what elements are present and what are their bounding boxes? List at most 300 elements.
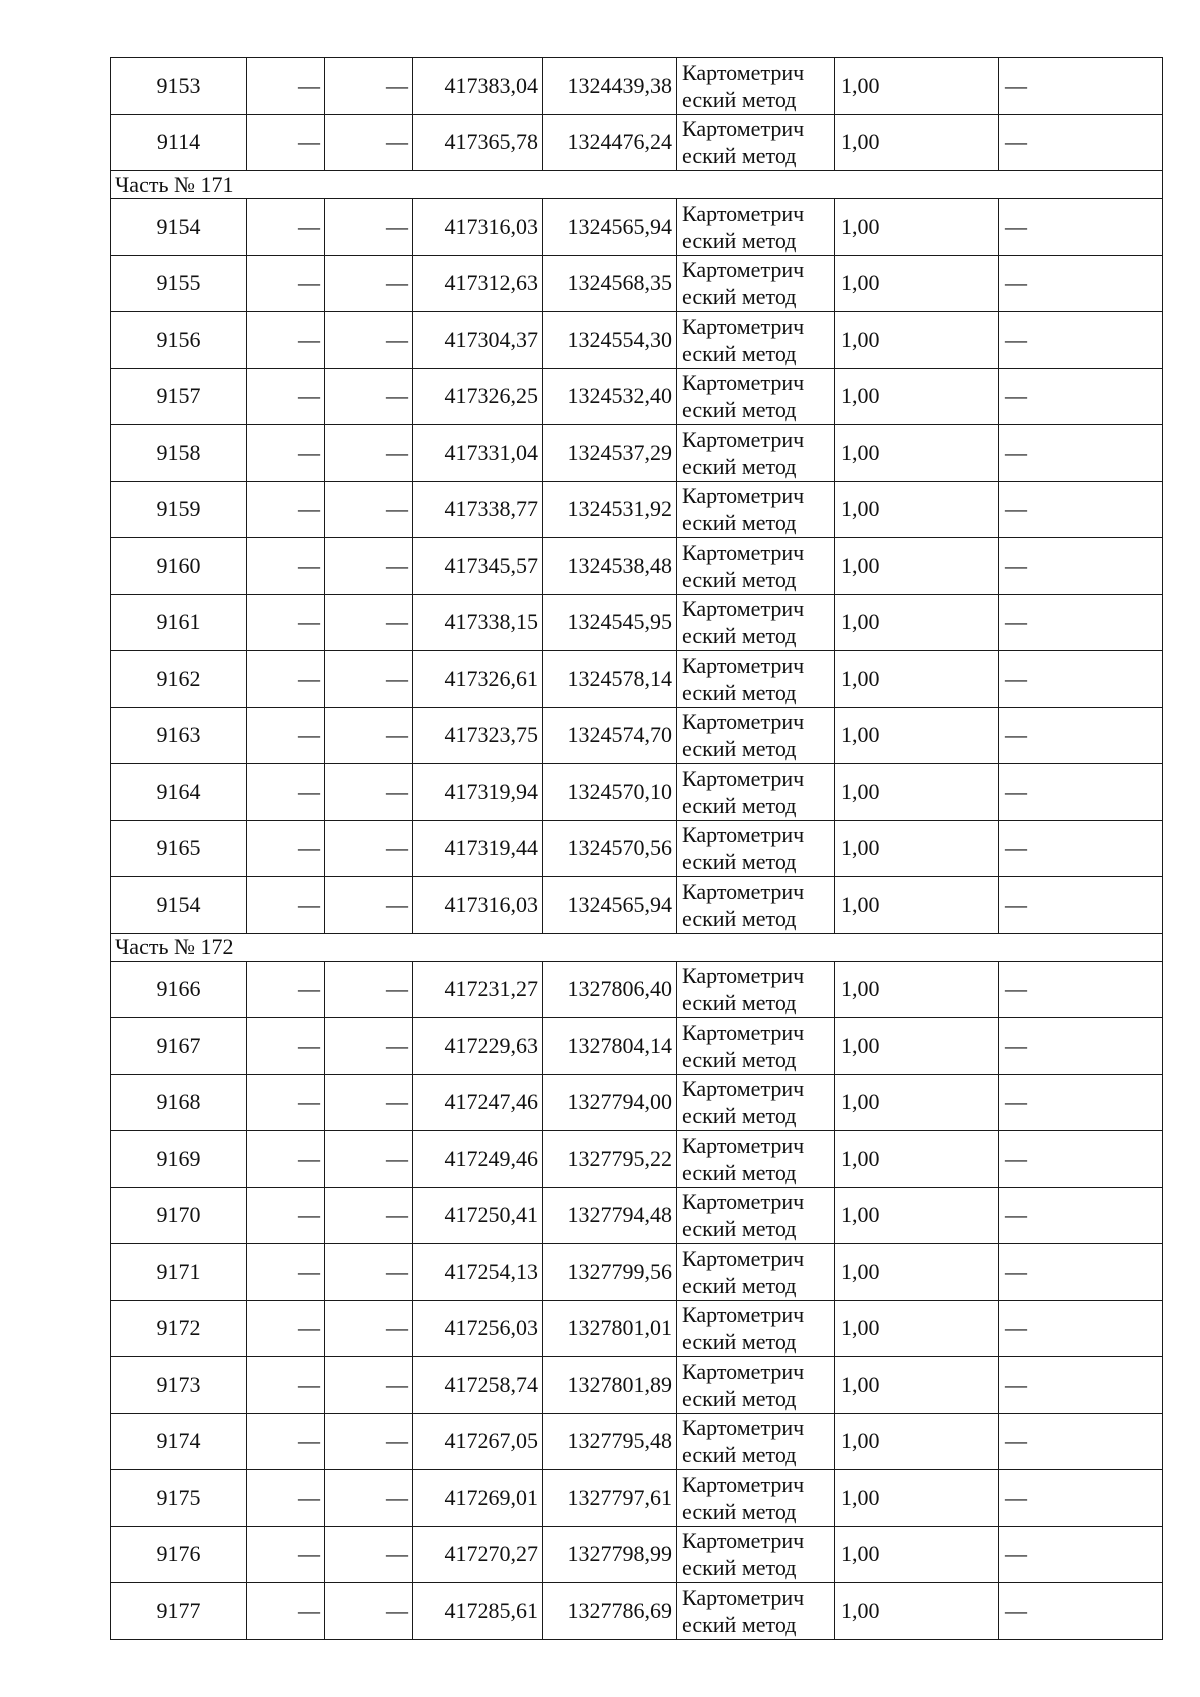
method-line: Картометрич bbox=[682, 1584, 805, 1610]
table-row bbox=[111, 1357, 1163, 1414]
old-x-cell: — bbox=[247, 538, 325, 595]
table-row bbox=[111, 707, 1163, 764]
x-coordinate-cell: 417269,01 bbox=[413, 1470, 543, 1527]
table-row bbox=[111, 1526, 1163, 1583]
accuracy-cell: 1,00 bbox=[835, 481, 999, 538]
old-y-cell: — bbox=[325, 58, 413, 115]
section-header-row bbox=[111, 171, 1163, 199]
description-cell: — bbox=[999, 114, 1163, 171]
y-coordinate-cell: 1324574,70 bbox=[543, 707, 677, 764]
method-line: Картометрич bbox=[682, 963, 805, 989]
table-row bbox=[111, 1187, 1163, 1244]
point-number-cell: 9176 bbox=[111, 1526, 247, 1583]
description-cell: — bbox=[999, 481, 1163, 538]
old-x-cell: — bbox=[247, 1018, 325, 1075]
description-cell: — bbox=[999, 651, 1163, 708]
y-coordinate-cell: 1327801,89 bbox=[543, 1357, 677, 1414]
description-cell: — bbox=[999, 707, 1163, 764]
y-coordinate-cell: 1324570,56 bbox=[543, 820, 677, 877]
old-x-cell: — bbox=[247, 199, 325, 256]
point-number-cell: 9158 bbox=[111, 425, 247, 482]
x-coordinate-cell: 417258,74 bbox=[413, 1357, 543, 1414]
old-y-cell: — bbox=[325, 877, 413, 934]
table-row bbox=[111, 368, 1163, 425]
accuracy-cell: 1,00 bbox=[835, 425, 999, 482]
y-coordinate-cell: 1327799,56 bbox=[543, 1244, 677, 1301]
x-coordinate-cell: 417270,27 bbox=[413, 1526, 543, 1583]
method-line: Картометрич bbox=[682, 1189, 805, 1215]
x-coordinate-cell: 417316,03 bbox=[413, 877, 543, 934]
table-row bbox=[111, 58, 1163, 115]
point-number-cell: 9154 bbox=[111, 199, 247, 256]
method-cell bbox=[677, 651, 835, 708]
y-coordinate-cell: 1324565,94 bbox=[543, 877, 677, 934]
method-cell bbox=[677, 114, 835, 171]
method-line: еский метод bbox=[682, 397, 797, 423]
table-row bbox=[111, 481, 1163, 538]
description-cell: — bbox=[999, 255, 1163, 312]
old-y-cell: — bbox=[325, 538, 413, 595]
point-number-cell: 9160 bbox=[111, 538, 247, 595]
section-title: Часть № 171 bbox=[111, 171, 1163, 199]
method-line: еский метод bbox=[682, 1216, 797, 1242]
table-row bbox=[111, 1300, 1163, 1357]
method-line: еский метод bbox=[682, 86, 797, 112]
method-cell bbox=[677, 707, 835, 764]
description-cell: — bbox=[999, 58, 1163, 115]
x-coordinate-cell: 417249,46 bbox=[413, 1131, 543, 1188]
point-number-cell: 9163 bbox=[111, 707, 247, 764]
point-number-cell: 9165 bbox=[111, 820, 247, 877]
description-cell: — bbox=[999, 820, 1163, 877]
x-coordinate-cell: 417256,03 bbox=[413, 1300, 543, 1357]
method-line: еский метод bbox=[682, 1555, 797, 1581]
method-line: Картометрич bbox=[682, 539, 805, 565]
old-y-cell: — bbox=[325, 425, 413, 482]
point-number-cell: 9168 bbox=[111, 1074, 247, 1131]
x-coordinate-cell: 417229,63 bbox=[413, 1018, 543, 1075]
old-y-cell: — bbox=[325, 114, 413, 171]
method-line: Картометрич bbox=[682, 116, 805, 142]
x-coordinate-cell: 417267,05 bbox=[413, 1413, 543, 1470]
coordinates-table bbox=[110, 57, 1163, 1640]
y-coordinate-cell: 1324538,48 bbox=[543, 538, 677, 595]
table-row bbox=[111, 255, 1163, 312]
method-line: Картометрич bbox=[682, 59, 805, 85]
method-cell bbox=[677, 255, 835, 312]
table-row bbox=[111, 1131, 1163, 1188]
point-number-cell: 9157 bbox=[111, 368, 247, 425]
table-row bbox=[111, 114, 1163, 171]
method-cell bbox=[677, 1187, 835, 1244]
method-line: еский метод bbox=[682, 284, 797, 310]
method-line: Картометрич bbox=[682, 370, 805, 396]
description-cell: — bbox=[999, 877, 1163, 934]
method-line: еский метод bbox=[682, 1272, 797, 1298]
accuracy-cell: 1,00 bbox=[835, 538, 999, 595]
x-coordinate-cell: 417326,61 bbox=[413, 651, 543, 708]
old-y-cell: — bbox=[325, 368, 413, 425]
description-cell: — bbox=[999, 594, 1163, 651]
description-cell: — bbox=[999, 1131, 1163, 1188]
old-x-cell: — bbox=[247, 312, 325, 369]
table-row bbox=[111, 961, 1163, 1018]
old-y-cell: — bbox=[325, 1357, 413, 1414]
accuracy-cell: 1,00 bbox=[835, 1470, 999, 1527]
method-line: Картометрич bbox=[682, 1528, 805, 1554]
method-line: Картометрич bbox=[682, 652, 805, 678]
description-cell: — bbox=[999, 312, 1163, 369]
method-cell bbox=[677, 1470, 835, 1527]
old-y-cell: — bbox=[325, 961, 413, 1018]
x-coordinate-cell: 417250,41 bbox=[413, 1187, 543, 1244]
old-y-cell: — bbox=[325, 764, 413, 821]
method-cell bbox=[677, 312, 835, 369]
old-x-cell: — bbox=[247, 1244, 325, 1301]
description-cell: — bbox=[999, 1413, 1163, 1470]
old-y-cell: — bbox=[325, 312, 413, 369]
accuracy-cell: 1,00 bbox=[835, 199, 999, 256]
method-cell bbox=[677, 58, 835, 115]
method-line: еский метод bbox=[682, 340, 797, 366]
point-number-cell: 9153 bbox=[111, 58, 247, 115]
table-row bbox=[111, 1470, 1163, 1527]
table-row bbox=[111, 199, 1163, 256]
old-y-cell: — bbox=[325, 594, 413, 651]
method-line: еский метод bbox=[682, 1159, 797, 1185]
x-coordinate-cell: 417326,25 bbox=[413, 368, 543, 425]
accuracy-cell: 1,00 bbox=[835, 255, 999, 312]
old-x-cell: — bbox=[247, 1357, 325, 1414]
point-number-cell: 9172 bbox=[111, 1300, 247, 1357]
accuracy-cell: 1,00 bbox=[835, 1074, 999, 1131]
point-number-cell: 9154 bbox=[111, 877, 247, 934]
point-number-cell: 9173 bbox=[111, 1357, 247, 1414]
y-coordinate-cell: 1327794,00 bbox=[543, 1074, 677, 1131]
x-coordinate-cell: 417365,78 bbox=[413, 114, 543, 171]
x-coordinate-cell: 417338,15 bbox=[413, 594, 543, 651]
point-number-cell: 9174 bbox=[111, 1413, 247, 1470]
method-cell bbox=[677, 877, 835, 934]
accuracy-cell: 1,00 bbox=[835, 961, 999, 1018]
table-body bbox=[111, 58, 1163, 1640]
description-cell: — bbox=[999, 764, 1163, 821]
method-line: Картометрич bbox=[682, 483, 805, 509]
method-line: Картометрич bbox=[682, 1132, 805, 1158]
method-line: еский метод bbox=[682, 1329, 797, 1355]
old-y-cell: — bbox=[325, 1413, 413, 1470]
accuracy-cell: 1,00 bbox=[835, 1131, 999, 1188]
old-y-cell: — bbox=[325, 199, 413, 256]
point-number-cell: 9155 bbox=[111, 255, 247, 312]
method-line: Картометрич bbox=[682, 200, 805, 226]
old-y-cell: — bbox=[325, 1244, 413, 1301]
method-line: Картометрич bbox=[682, 426, 805, 452]
table-row bbox=[111, 1244, 1163, 1301]
method-line: Картометрич bbox=[682, 1471, 805, 1497]
description-cell: — bbox=[999, 1357, 1163, 1414]
x-coordinate-cell: 417312,63 bbox=[413, 255, 543, 312]
method-line: еский метод bbox=[682, 453, 797, 479]
old-x-cell: — bbox=[247, 707, 325, 764]
old-x-cell: — bbox=[247, 651, 325, 708]
description-cell: — bbox=[999, 425, 1163, 482]
accuracy-cell: 1,00 bbox=[835, 707, 999, 764]
point-number-cell: 9156 bbox=[111, 312, 247, 369]
description-cell: — bbox=[999, 1583, 1163, 1640]
old-x-cell: — bbox=[247, 58, 325, 115]
method-line: еский метод bbox=[682, 1046, 797, 1072]
old-x-cell: — bbox=[247, 764, 325, 821]
section-header-row bbox=[111, 933, 1163, 961]
x-coordinate-cell: 417231,27 bbox=[413, 961, 543, 1018]
accuracy-cell: 1,00 bbox=[835, 764, 999, 821]
y-coordinate-cell: 1324570,10 bbox=[543, 764, 677, 821]
method-line: Картометрич bbox=[682, 313, 805, 339]
table-row bbox=[111, 764, 1163, 821]
method-line: Картометрич bbox=[682, 1245, 805, 1271]
old-y-cell: — bbox=[325, 1526, 413, 1583]
method-cell bbox=[677, 1131, 835, 1188]
accuracy-cell: 1,00 bbox=[835, 820, 999, 877]
y-coordinate-cell: 1327795,48 bbox=[543, 1413, 677, 1470]
method-line: Картометрич bbox=[682, 1019, 805, 1045]
table-row bbox=[111, 1583, 1163, 1640]
table-row bbox=[111, 538, 1163, 595]
y-coordinate-cell: 1327806,40 bbox=[543, 961, 677, 1018]
method-cell bbox=[677, 1357, 835, 1414]
y-coordinate-cell: 1327801,01 bbox=[543, 1300, 677, 1357]
point-number-cell: 9167 bbox=[111, 1018, 247, 1075]
method-line: еский метод bbox=[682, 792, 797, 818]
method-line: Картометрич bbox=[682, 1302, 805, 1328]
method-cell bbox=[677, 594, 835, 651]
accuracy-cell: 1,00 bbox=[835, 594, 999, 651]
y-coordinate-cell: 1327797,61 bbox=[543, 1470, 677, 1527]
old-x-cell: — bbox=[247, 1526, 325, 1583]
old-x-cell: — bbox=[247, 594, 325, 651]
old-x-cell: — bbox=[247, 1470, 325, 1527]
accuracy-cell: 1,00 bbox=[835, 114, 999, 171]
table-row bbox=[111, 425, 1163, 482]
method-line: еский метод bbox=[682, 1498, 797, 1524]
point-number-cell: 9166 bbox=[111, 961, 247, 1018]
old-x-cell: — bbox=[247, 961, 325, 1018]
method-line: еский метод bbox=[682, 510, 797, 536]
method-line: еский метод bbox=[682, 1611, 797, 1637]
method-cell bbox=[677, 425, 835, 482]
method-line: еский метод bbox=[682, 623, 797, 649]
table-row bbox=[111, 820, 1163, 877]
old-x-cell: — bbox=[247, 114, 325, 171]
description-cell: — bbox=[999, 1526, 1163, 1583]
method-line: еский метод bbox=[682, 566, 797, 592]
document-page bbox=[110, 57, 1162, 1640]
method-cell bbox=[677, 1018, 835, 1075]
old-x-cell: — bbox=[247, 1300, 325, 1357]
y-coordinate-cell: 1327794,48 bbox=[543, 1187, 677, 1244]
old-x-cell: — bbox=[247, 820, 325, 877]
method-cell bbox=[677, 538, 835, 595]
x-coordinate-cell: 417331,04 bbox=[413, 425, 543, 482]
point-number-cell: 9159 bbox=[111, 481, 247, 538]
x-coordinate-cell: 417345,57 bbox=[413, 538, 543, 595]
method-line: еский метод bbox=[682, 736, 797, 762]
old-x-cell: — bbox=[247, 1413, 325, 1470]
old-y-cell: — bbox=[325, 820, 413, 877]
description-cell: — bbox=[999, 961, 1163, 1018]
description-cell: — bbox=[999, 1074, 1163, 1131]
method-cell bbox=[677, 1583, 835, 1640]
old-y-cell: — bbox=[325, 255, 413, 312]
point-number-cell: 9169 bbox=[111, 1131, 247, 1188]
y-coordinate-cell: 1324532,40 bbox=[543, 368, 677, 425]
method-line: еский метод bbox=[682, 849, 797, 875]
method-line: Картометрич bbox=[682, 878, 805, 904]
accuracy-cell: 1,00 bbox=[835, 58, 999, 115]
accuracy-cell: 1,00 bbox=[835, 1357, 999, 1414]
y-coordinate-cell: 1324554,30 bbox=[543, 312, 677, 369]
x-coordinate-cell: 417319,44 bbox=[413, 820, 543, 877]
method-line: Картометрич bbox=[682, 765, 805, 791]
point-number-cell: 9170 bbox=[111, 1187, 247, 1244]
x-coordinate-cell: 417383,04 bbox=[413, 58, 543, 115]
method-line: еский метод bbox=[682, 1385, 797, 1411]
point-number-cell: 9175 bbox=[111, 1470, 247, 1527]
y-coordinate-cell: 1324578,14 bbox=[543, 651, 677, 708]
y-coordinate-cell: 1324568,35 bbox=[543, 255, 677, 312]
description-cell: — bbox=[999, 1244, 1163, 1301]
old-y-cell: — bbox=[325, 1018, 413, 1075]
x-coordinate-cell: 417323,75 bbox=[413, 707, 543, 764]
method-line: Картометрич bbox=[682, 596, 805, 622]
old-x-cell: — bbox=[247, 425, 325, 482]
old-x-cell: — bbox=[247, 1187, 325, 1244]
method-line: Картометрич bbox=[682, 1358, 805, 1384]
accuracy-cell: 1,00 bbox=[835, 312, 999, 369]
description-cell: — bbox=[999, 538, 1163, 595]
accuracy-cell: 1,00 bbox=[835, 1300, 999, 1357]
description-cell: — bbox=[999, 1300, 1163, 1357]
description-cell: — bbox=[999, 368, 1163, 425]
accuracy-cell: 1,00 bbox=[835, 1413, 999, 1470]
table-row bbox=[111, 1413, 1163, 1470]
table-row bbox=[111, 594, 1163, 651]
point-number-cell: 9114 bbox=[111, 114, 247, 171]
accuracy-cell: 1,00 bbox=[835, 368, 999, 425]
old-x-cell: — bbox=[247, 255, 325, 312]
old-x-cell: — bbox=[247, 481, 325, 538]
old-y-cell: — bbox=[325, 1187, 413, 1244]
method-line: Картометрич bbox=[682, 1415, 805, 1441]
method-cell bbox=[677, 1300, 835, 1357]
y-coordinate-cell: 1327795,22 bbox=[543, 1131, 677, 1188]
method-cell bbox=[677, 481, 835, 538]
y-coordinate-cell: 1324476,24 bbox=[543, 114, 677, 171]
method-cell bbox=[677, 1244, 835, 1301]
accuracy-cell: 1,00 bbox=[835, 1583, 999, 1640]
old-y-cell: — bbox=[325, 481, 413, 538]
method-line: еский метод bbox=[682, 143, 797, 169]
method-cell bbox=[677, 1413, 835, 1470]
x-coordinate-cell: 417247,46 bbox=[413, 1074, 543, 1131]
description-cell: — bbox=[999, 1470, 1163, 1527]
table-row bbox=[111, 1018, 1163, 1075]
accuracy-cell: 1,00 bbox=[835, 1244, 999, 1301]
point-number-cell: 9171 bbox=[111, 1244, 247, 1301]
old-x-cell: — bbox=[247, 1131, 325, 1188]
method-line: Картометрич bbox=[682, 709, 805, 735]
description-cell: — bbox=[999, 1187, 1163, 1244]
method-cell bbox=[677, 199, 835, 256]
method-cell bbox=[677, 368, 835, 425]
x-coordinate-cell: 417319,94 bbox=[413, 764, 543, 821]
y-coordinate-cell: 1327786,69 bbox=[543, 1583, 677, 1640]
old-y-cell: — bbox=[325, 651, 413, 708]
method-cell bbox=[677, 1526, 835, 1583]
method-line: еский метод bbox=[682, 679, 797, 705]
x-coordinate-cell: 417316,03 bbox=[413, 199, 543, 256]
table-row bbox=[111, 877, 1163, 934]
old-x-cell: — bbox=[247, 1074, 325, 1131]
accuracy-cell: 1,00 bbox=[835, 651, 999, 708]
y-coordinate-cell: 1324531,92 bbox=[543, 481, 677, 538]
accuracy-cell: 1,00 bbox=[835, 1526, 999, 1583]
description-cell: — bbox=[999, 1018, 1163, 1075]
old-y-cell: — bbox=[325, 707, 413, 764]
accuracy-cell: 1,00 bbox=[835, 877, 999, 934]
table-row bbox=[111, 651, 1163, 708]
old-y-cell: — bbox=[325, 1131, 413, 1188]
x-coordinate-cell: 417254,13 bbox=[413, 1244, 543, 1301]
y-coordinate-cell: 1324537,29 bbox=[543, 425, 677, 482]
old-y-cell: — bbox=[325, 1300, 413, 1357]
method-cell bbox=[677, 764, 835, 821]
method-cell bbox=[677, 961, 835, 1018]
method-line: Картометрич bbox=[682, 822, 805, 848]
point-number-cell: 9164 bbox=[111, 764, 247, 821]
accuracy-cell: 1,00 bbox=[835, 1018, 999, 1075]
method-cell bbox=[677, 820, 835, 877]
method-line: Картометрич bbox=[682, 1076, 805, 1102]
x-coordinate-cell: 417338,77 bbox=[413, 481, 543, 538]
method-cell bbox=[677, 1074, 835, 1131]
method-line: Картометрич bbox=[682, 257, 805, 283]
table-row bbox=[111, 312, 1163, 369]
old-x-cell: — bbox=[247, 368, 325, 425]
table-row bbox=[111, 1074, 1163, 1131]
y-coordinate-cell: 1324439,38 bbox=[543, 58, 677, 115]
method-line: еский метод bbox=[682, 1103, 797, 1129]
old-y-cell: — bbox=[325, 1074, 413, 1131]
point-number-cell: 9161 bbox=[111, 594, 247, 651]
old-x-cell: — bbox=[247, 1583, 325, 1640]
section-title: Часть № 172 bbox=[111, 933, 1163, 961]
method-line: еский метод bbox=[682, 1442, 797, 1468]
y-coordinate-cell: 1327798,99 bbox=[543, 1526, 677, 1583]
y-coordinate-cell: 1324545,95 bbox=[543, 594, 677, 651]
method-line: еский метод bbox=[682, 227, 797, 253]
old-x-cell: — bbox=[247, 877, 325, 934]
old-y-cell: — bbox=[325, 1583, 413, 1640]
accuracy-cell: 1,00 bbox=[835, 1187, 999, 1244]
y-coordinate-cell: 1327804,14 bbox=[543, 1018, 677, 1075]
method-line: еский метод bbox=[682, 990, 797, 1016]
x-coordinate-cell: 417285,61 bbox=[413, 1583, 543, 1640]
old-y-cell: — bbox=[325, 1470, 413, 1527]
description-cell: — bbox=[999, 199, 1163, 256]
point-number-cell: 9177 bbox=[111, 1583, 247, 1640]
